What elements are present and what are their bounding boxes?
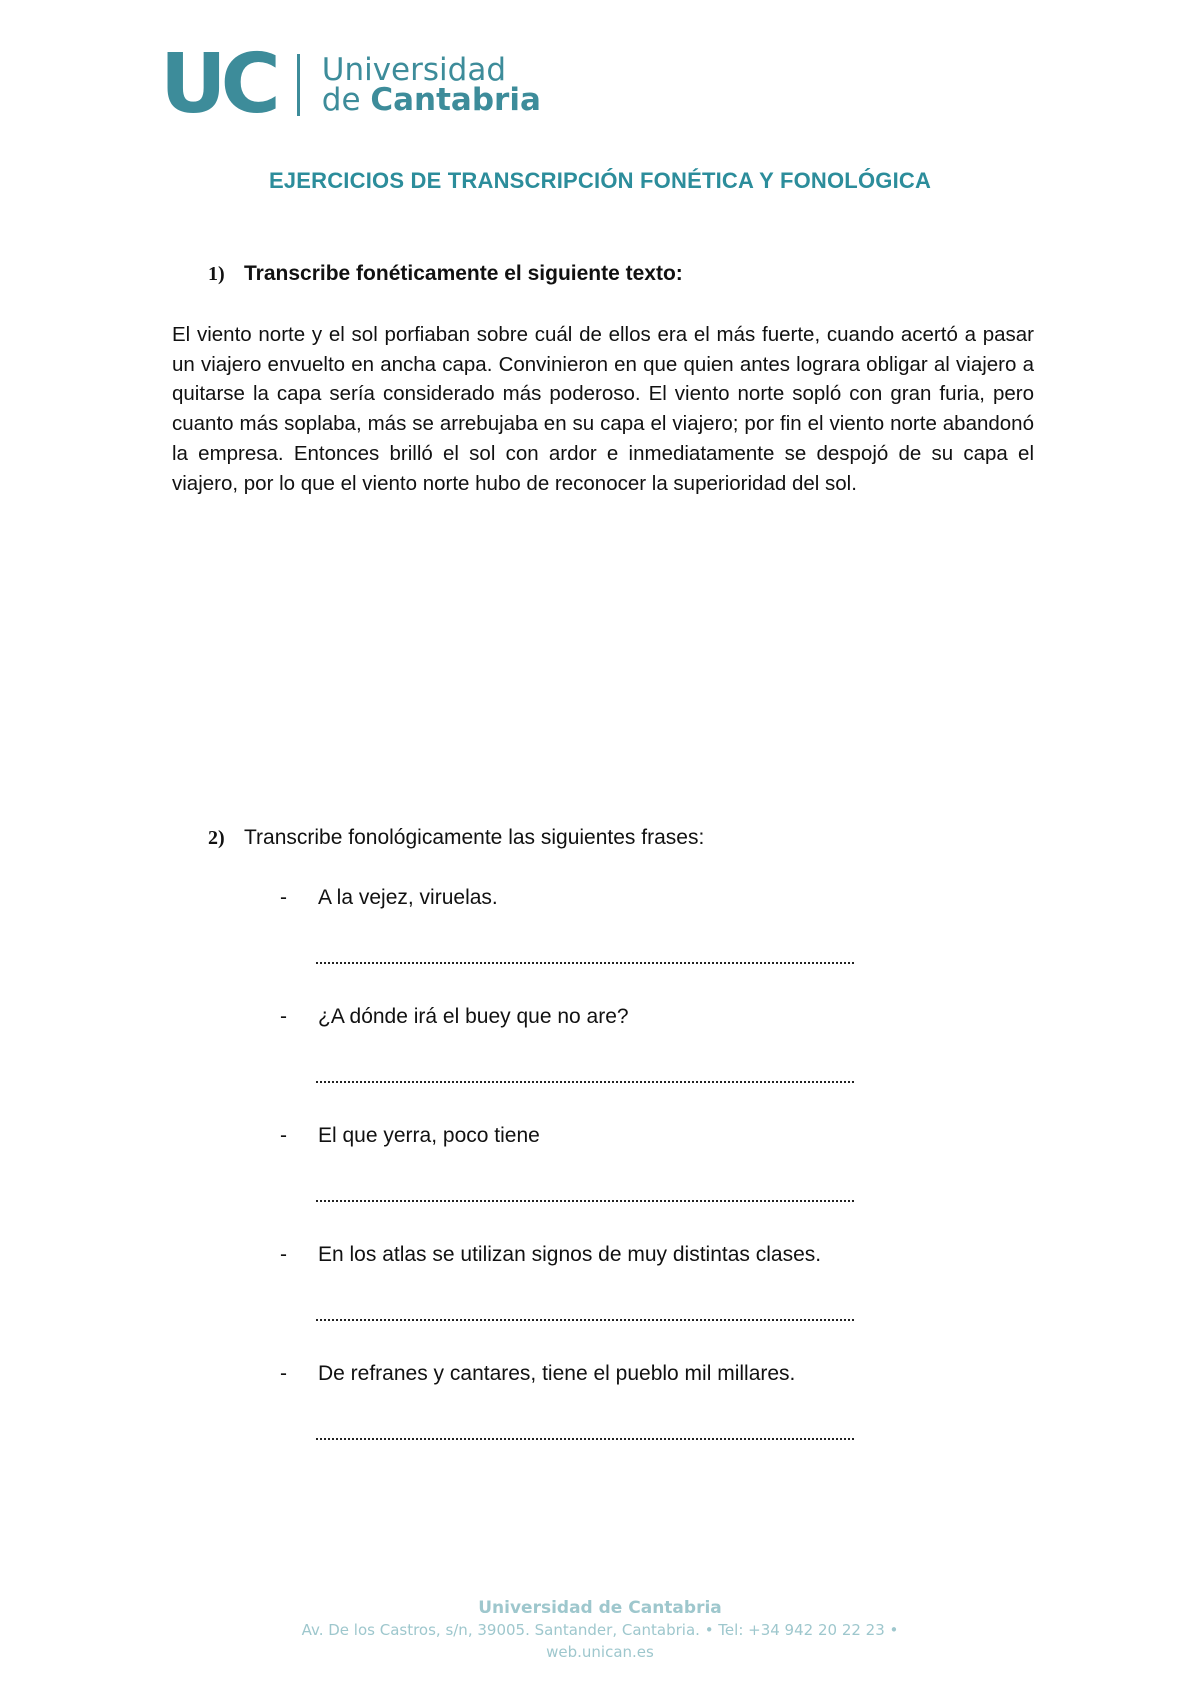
answer-line (316, 1081, 854, 1083)
footer-web-link[interactable]: web.unican.es (546, 1643, 654, 1661)
logo-divider (297, 54, 300, 116)
answer-line (316, 1200, 854, 1202)
exercise-2-heading (208, 826, 704, 850)
phrase-text: De refranes y cantares, tiene el pueblo mil millares. (318, 1362, 796, 1385)
page-title: EJERCICIOS DE TRANSCRIPCIÓN FONÉTICA Y FONOLÓGICA (268, 168, 932, 193)
exercise-2-instruction: Transcribe fonológicamente las siguientes frases: (244, 826, 705, 849)
logo-line2 (321, 82, 541, 118)
exercise-2-number: 2) (208, 827, 225, 849)
phrase-text: ¿A dónde irá el buey que no are? (318, 1005, 629, 1028)
exercise-1-passage: El viento norte y el sol porfiaban sobre cuál de ellos era el más fuerte, cuando acertó a pasar un viajero envuelto en ancha capa. Convinieron en que quien antes lograra obligar al viajero a quitarse la capa sería considerado más poderoso. El viento norte sopló con gran furia, pero cuanto más soplaba, más se arrebujaba en su capa el viajero; por fin el viento norte abandonó la empresa. Entonces brilló el sol con ardor e inmediatamente se despojó de su capa el viajero, por lo que el viento norte hubo de reconocer la superioridad del sol. (172, 323, 1034, 495)
footer-name: Universidad de Cantabria (478, 1598, 722, 1618)
logo-mark: UC (160, 37, 275, 132)
logo-line1: Universidad (321, 52, 506, 88)
logo-line2-prefix: de (321, 82, 361, 118)
exercise-1-instruction: Transcribe fonéticamente el siguiente texto: (244, 262, 683, 285)
phrase-item (280, 1362, 795, 1386)
phrase-text: En los atlas se utilizan signos de muy distintas clases. (318, 1243, 822, 1266)
answer-line (316, 962, 854, 964)
phrase-item (280, 886, 498, 910)
list-bullet: - (280, 1243, 287, 1266)
page-footer (0, 1597, 1200, 1663)
exercise-1-number: 1) (208, 263, 225, 285)
footer-address: Av. De los Castros, s/n, 39005. Santander, Cantabria. • Tel: +34 942 20 22 23 • (301, 1621, 899, 1639)
answer-line (316, 1319, 854, 1321)
answer-line (316, 1438, 854, 1440)
list-bullet: - (280, 1005, 287, 1028)
phrase-item (280, 1243, 821, 1267)
phrase-text: A la vejez, viruelas. (318, 886, 498, 909)
phrase-item (280, 1005, 629, 1029)
logo-wordmark (321, 52, 541, 118)
list-bullet: - (280, 886, 287, 909)
exercise-1-heading (208, 262, 683, 286)
list-bullet: - (280, 1124, 287, 1147)
university-logo (160, 37, 541, 132)
phrase-item (280, 1124, 540, 1148)
logo-line2-bold: Cantabria (370, 82, 541, 118)
list-bullet: - (280, 1362, 287, 1385)
phrase-text: El que yerra, poco tiene (318, 1124, 540, 1147)
